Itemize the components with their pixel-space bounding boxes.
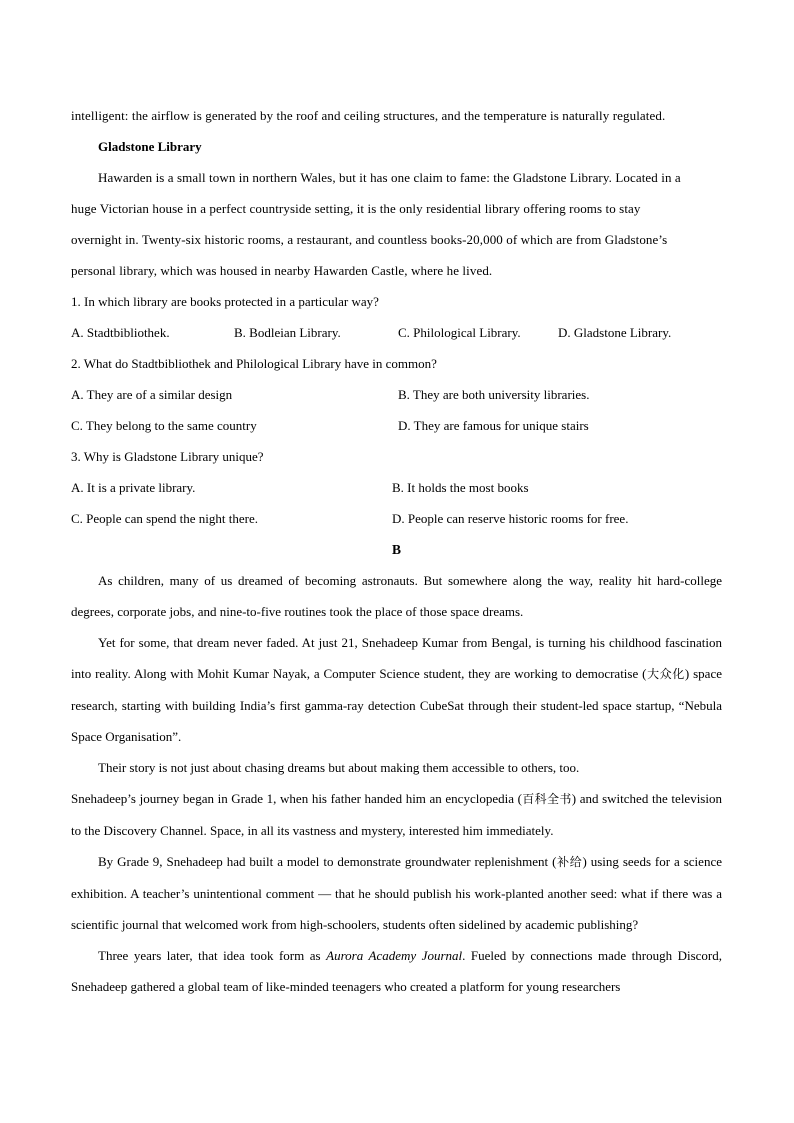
document-body [71,100,722,1002]
question-2 [71,348,722,441]
question-3-option-b[interactable]: B. It holds the most books [392,480,529,495]
question-1-option-b[interactable]: B. Bodleian Library. [234,325,341,340]
paragraph-text: ) space research, starting with building India’s first gamma-ray detection CubeSat through their student-led space startup, “Nebula Space Organisation”. [71,666,722,744]
question-2-option-c[interactable]: C. They belong to the same country [71,418,257,433]
section-b-label: B [391,542,401,557]
paragraph-text: Snehadeep’s journey began in Grade 1, when his father handed him an encyclopedia ( [71,791,522,806]
question-3-option-c[interactable]: C. People can spend the night there. [71,511,259,526]
question-3 [71,441,722,534]
question-3-option-d[interactable]: D. People can reserve historic rooms for free. [392,511,629,526]
question-3-option-a[interactable]: A. It is a private library. [71,480,196,495]
passage-line: overnight in. Twenty-six historic rooms, a restaurant, and countless books-20,000 of which are from Gladstone’s [71,232,668,247]
section-b-passage [71,565,722,1002]
question-2-prompt: 2. What do Stadtbibliothek and Philological Library have in common? [71,356,437,371]
question-1-option-a[interactable]: A. Stadtbibliothek. [71,325,170,340]
paragraph-text: Yet for some, that dream never faded. At just 21, Snehadeep Kumar from Bengal, is turning his childhood fascination into reality. Along with Mohit Kumar Nayak, a Computer Science student, they are working to democratise ( [71,635,722,681]
journal-title: Aurora Academy Journal [326,948,463,963]
question-3-options-row-1 [71,472,722,503]
paragraph: Their story is not just about chasing dreams but about making them accessible to others, too. [98,760,580,775]
passage-line: personal library, which was housed in nearby Hawarden Castle, where he lived. [71,263,493,278]
paragraph [71,783,722,846]
paragraph [71,940,722,1002]
question-1-option-c[interactable]: C. Philological Library. [398,325,521,340]
question-3-prompt: 3. Why is Gladstone Library unique? [71,449,264,464]
question-2-options-row-2 [71,410,722,441]
chinese-gloss: 百科全书 [521,792,572,806]
paragraph-text: ) using seeds for a science exhibition. A teacher’s unintentional comment — that he should publish his work-planted another seed: what if there was a scientific journal that welcomed work from high-schoolers, students often sidelined by academic publishing? [71,854,722,932]
chinese-gloss: 补给 [556,855,583,869]
paragraph-text: Three years later, that idea took form as [98,948,327,963]
question-2-option-b[interactable]: B. They are both university libraries. [398,387,590,402]
paragraph: As children, many of us dreamed of becoming astronauts. But somewhere along the way, reality hit hard-college degrees, corporate jobs, and nine-to-five routines took the place of those space dreams. [71,573,722,619]
question-1-options-row [71,317,722,348]
question-2-options-row-1 [71,379,722,410]
paragraph [71,846,722,940]
question-1-prompt: 1. In which library are books protected in a particular way? [71,294,379,309]
paragraph-text: . Fueled by connections made through Discord, Snehadeep gathered a global team of like-minded teenagers who created a platform for young researchers [71,948,723,994]
question-2-option-a[interactable]: A. They are of a similar design [71,387,233,402]
question-1 [71,286,722,348]
question-3-options-row-2 [71,503,722,534]
passage-line: huge Victorian house in a perfect countryside setting, it is the only residential library offering rooms to stay [71,201,641,216]
chinese-gloss: 大众化 [646,667,685,681]
passage-continuation-line: intelligent: the airflow is generated by the roof and ceiling structures, and the temperature is naturally regulated. [71,108,666,123]
gladstone-library-passage [71,162,722,286]
question-2-option-d[interactable]: D. They are famous for unique stairs [398,418,589,433]
passage-line: Hawarden is a small town in northern Wales, but it has one claim to fame: the Gladstone Library. Located in a [98,170,681,185]
paragraph-text: ) and switched the television to the Discovery Channel. Space, in all its vastness and mystery, interested him immediately. [71,791,722,838]
question-1-option-d[interactable]: D. Gladstone Library. [558,325,672,340]
paragraph-text: By Grade 9, Snehadeep had built a model to demonstrate groundwater replenishment ( [98,854,557,869]
paragraph [71,627,722,752]
gladstone-library-heading: Gladstone Library [98,139,202,154]
